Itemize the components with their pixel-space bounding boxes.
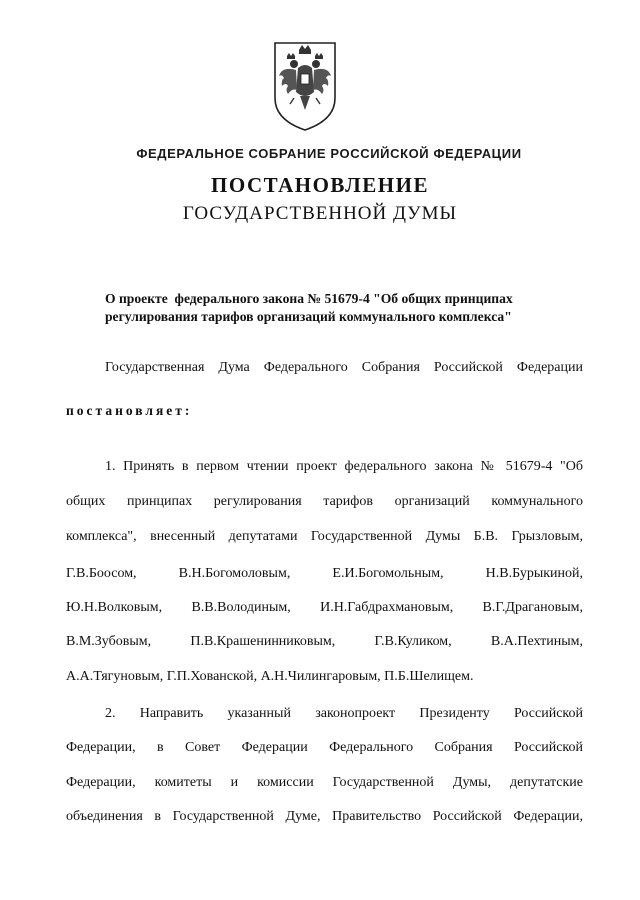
body-line: общих принципах регулирования тарифов организаций коммунального	[66, 494, 583, 509]
body-line: Г.В.Боосом, В.Н.Богомоловым, Е.И.Богомольным, Н.В.Бурыкиной,	[66, 566, 583, 581]
document-subject	[105, 290, 575, 326]
body-line: Федерации, в Совет Федерации Федерального Собрания Российской	[66, 740, 583, 755]
body-line: объединения в Государственной Думе, Правительство Российской Федерации,	[66, 809, 583, 824]
body-line: Ю.Н.Волковым, В.В.Володиным, И.Н.Габдрахмановым, В.Г.Драгановым,	[66, 600, 583, 615]
subject-line-1: О проекте федерального закона № 51679-4 "Об общих принципах	[105, 291, 513, 306]
assembly-heading: ФЕДЕРАЛЬНОЕ СОБРАНИЕ РОССИЙСКОЙ ФЕДЕРАЦИИ	[136, 146, 522, 161]
body-line: 1. Принять в первом чтении проект федерального закона № 51679-4 "Об	[105, 459, 583, 474]
state-emblem-icon	[272, 40, 338, 132]
document-type-title: ПОСТАНОВЛЕНИЕ	[211, 173, 429, 197]
document-issuer: ГОСУДАРСТВЕННОЙ ДУМЫ	[182, 203, 458, 224]
body-line: 2. Направить указанный законопроект Президенту Российской	[105, 706, 583, 721]
body-line: комплекса", внесенный депутатами Государственной Думы Б.В. Грызловым,	[66, 529, 583, 544]
body-line: Федерации, комитеты и комиссии Государственной Думы, депутатские	[66, 775, 583, 790]
preamble-text: Государственная Дума Федерального Собрания Российской Федерации	[105, 360, 583, 375]
subject-line-2: регулирования тарифов организаций коммунального комплекса"	[105, 309, 512, 324]
resolves-keyword: постановляет:	[66, 403, 193, 418]
body-line: А.А.Тягуновым, Г.П.Хованской, А.Н.Чилингаровым, П.Б.Шелищем.	[66, 669, 474, 684]
body-line: В.М.Зубовым, П.В.Крашенинниковым, Г.В.Куликом, В.А.Пехтиным,	[66, 634, 583, 649]
